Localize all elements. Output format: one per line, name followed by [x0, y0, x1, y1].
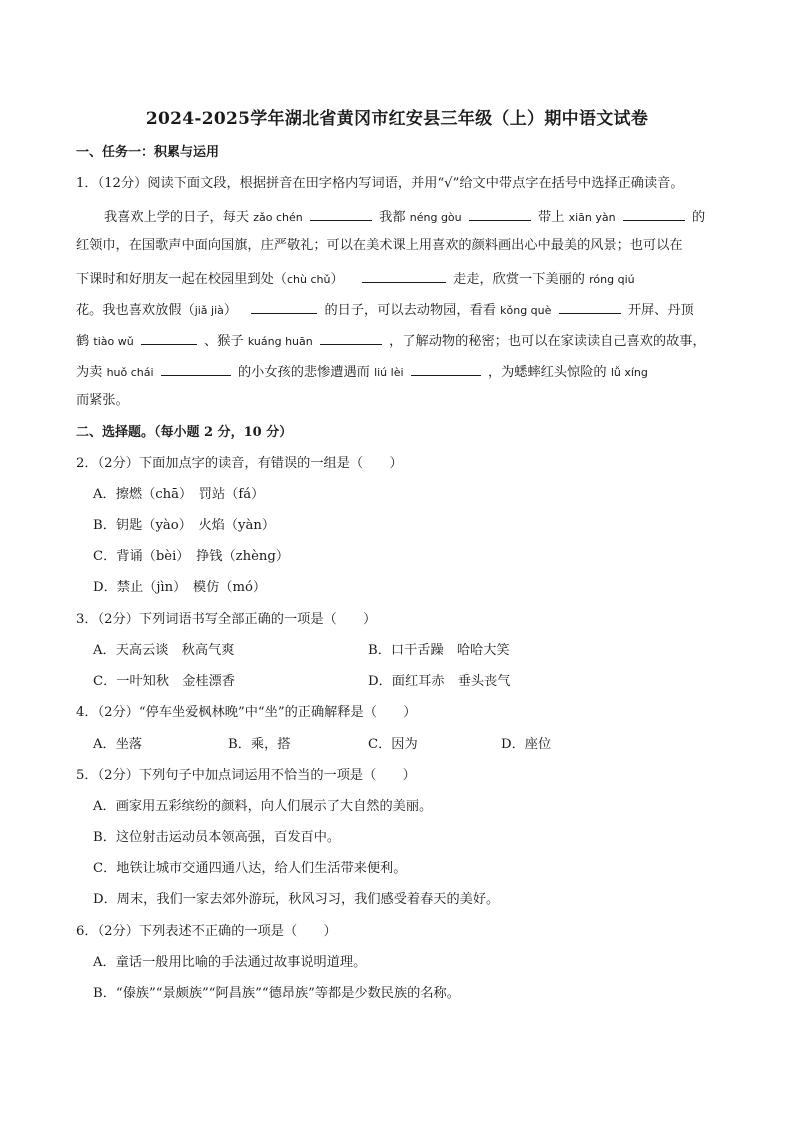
answer-blank[interactable] [362, 268, 446, 283]
pinyin-xian-yan: xiān yàn [568, 211, 616, 224]
q1-line-4: 花。我也喜欢放假（jiǎ jià） 的日子，可以去动物园，看看 kǒng què 开屏、丹顶 [76, 299, 694, 320]
q2-option-b[interactable]: B．钥匙（yào） 火焰（yàn） [93, 518, 276, 533]
pinyin-rong-qiu: róng qiú [589, 273, 635, 286]
answer-blank[interactable] [310, 206, 372, 221]
q1-line-6: 为卖 huǒ chái 的小女孩的悲惨遭遇而 liú lèi ，为蟋蟀红头惊险的 lǚ xíng [76, 361, 648, 382]
answer-blank[interactable] [559, 299, 621, 314]
answer-blank[interactable] [411, 361, 481, 376]
pinyin-tiao-wu: tiào wǔ [93, 335, 134, 348]
q3-option-b[interactable]: B．口干舌躁 哈哈大笑 [368, 643, 510, 658]
section-2-heading: 二、选择题。（每小题 2 分，10 分） [76, 425, 293, 440]
q5-option-c[interactable]: C．地铁让城市交通四通八达，给人们生活带来便利。 [93, 861, 407, 876]
pinyin-jia-jia: jiǎ jià [194, 304, 224, 317]
q2-option-d[interactable]: D．禁止（jìn） 模仿（mó） [93, 580, 267, 595]
q3-option-a[interactable]: A．天高云谈 秋高气爽 [93, 643, 235, 658]
q4-option-b[interactable]: B．乘，搭 [228, 737, 291, 752]
pinyin-kong-que: kǒng què [500, 304, 552, 317]
answer-blank[interactable] [623, 206, 685, 221]
q2-option-a[interactable]: A．擦燃（chā） 罚站（fá） [93, 487, 265, 502]
pinyin-lv-xing: lǚ xíng [610, 366, 648, 379]
q2-stem: 2．（2分）下面加点字的读音，有错误的一组是（ ） [76, 456, 403, 471]
q6-option-b[interactable]: B．“傣族”“景颇族”“阿昌族”“德昂族”等都是少数民族的名称。 [93, 986, 460, 1001]
pinyin-huo-chai: huǒ chái [106, 366, 154, 379]
answer-blank[interactable] [320, 330, 382, 345]
q4-stem: 4．（2分）“停车坐爱枫林晚”中“坐”的正确解释是（ ） [76, 705, 417, 720]
pinyin-chu-chu: chù chǔ [287, 273, 331, 286]
pinyin-liu-lei: liú lèi [374, 366, 404, 379]
q5-option-a[interactable]: A．画家用五彩缤纷的颜料，向人们展示了大自然的美丽。 [93, 799, 433, 814]
q5-option-b[interactable]: B．这位射击运动员本领高强，百发百中。 [93, 830, 341, 845]
q4-option-d[interactable]: D．座位 [501, 737, 552, 752]
exam-title: 2024-2025学年湖北省黄冈市红安县三年级（上）期中语文试卷 [145, 109, 649, 129]
q4-option-c[interactable]: C．因为 [368, 737, 418, 752]
q1-line-5: 鹤 tiào wǔ 、猴子 kuáng huān ，了解动物的秘密；也可以在家读读自己喜欢的故事， [76, 330, 706, 351]
answer-blank[interactable] [141, 330, 197, 345]
q5-option-d[interactable]: D．周末，我们一家去郊外游玩，秋风习习，我们感受着春天的美好。 [93, 892, 500, 907]
q3-stem: 3．（2分）下列词语书写全部正确的一项是（ ） [76, 612, 377, 627]
q1-stem: 1．（12分）阅读下面文段，根据拼音在田字格内写词语，并用“√”给文中带点字在括号中选择正确读音。 [76, 176, 684, 191]
q6-option-a[interactable]: A．童话一般用比喻的手法通过故事说明道理。 [93, 955, 367, 970]
q3-option-d[interactable]: D．面红耳赤 垂头丧气 [368, 674, 511, 689]
pinyin-zao-chen: zǎo chén [253, 211, 303, 224]
answer-blank[interactable] [161, 361, 231, 376]
q1-line-7: 而紧张。 [76, 393, 129, 408]
section-1-heading: 一、任务一：积累与运用 [76, 145, 220, 160]
q5-stem: 5．（2分）下列句子中加点词运用不恰当的一项是（ ） [76, 768, 416, 783]
answer-blank[interactable] [251, 299, 317, 314]
q1-line-1: 我喜欢上学的日子，每天 zǎo chén 我都 néng gòu 带上 xiān yàn 的 [104, 206, 705, 227]
q1-line-3: 下课时和好朋友一起在校园里到处（chù chǔ） 走走，欣赏一下美丽的 róng qiú [76, 268, 635, 289]
pinyin-neng-gou: néng gòu [409, 211, 462, 224]
pinyin-kuang-huan: kuáng huān [247, 335, 313, 348]
q4-option-a[interactable]: A．坐落 [93, 737, 143, 752]
q3-option-c[interactable]: C．一叶知秋 金桂漂香 [93, 674, 235, 689]
q1-line-2: 红领巾，在国歌声中面向国旗，庄严敬礼；可以在美术课上用喜欢的颜料画出心中最美的风景；也可以在 [76, 238, 683, 253]
answer-blank[interactable] [469, 206, 531, 221]
q2-option-c[interactable]: C．背诵（bèi） 挣钱（zhèng） [93, 549, 290, 564]
q6-stem: 6．（2分）下列表述不正确的一项是（ ） [76, 924, 337, 939]
